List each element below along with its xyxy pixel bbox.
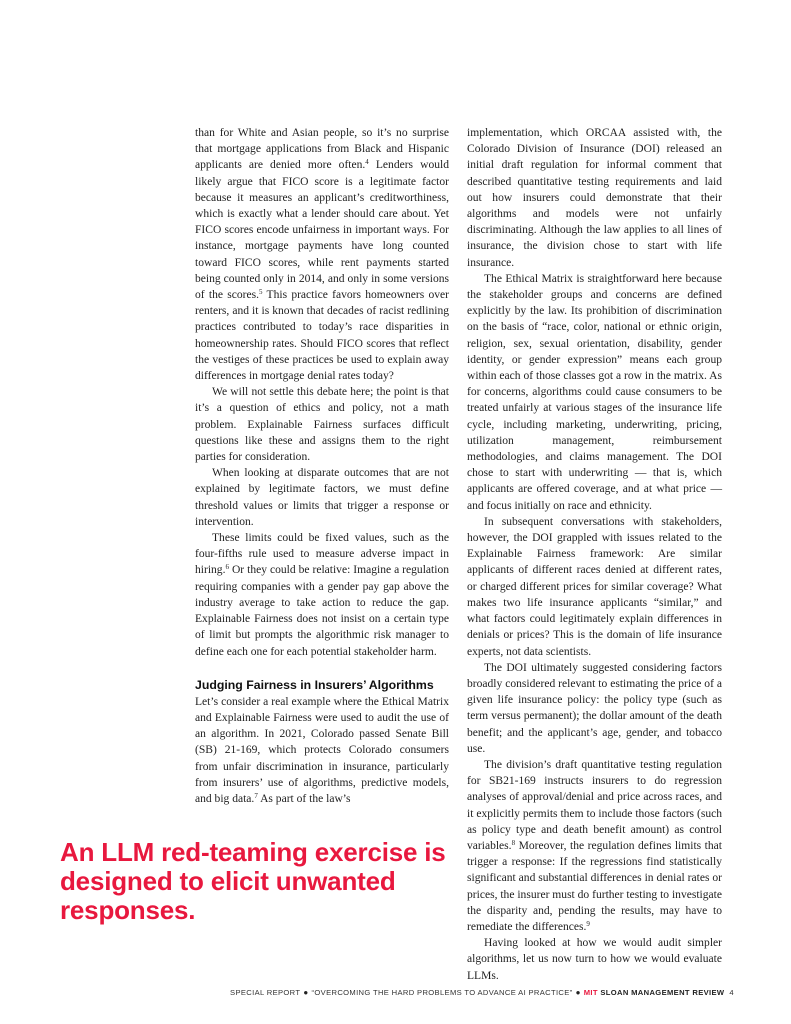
text-run: than for White and Asian people, so it’s no surprise that mortgage applications from Black and Hispanic applicants are denied more often.	[195, 127, 449, 172]
right-column	[467, 125, 722, 984]
footer-section: SPECIAL REPORT	[230, 988, 301, 997]
text-run: Or they could be relative: Imagine a regulation requiring companies with a gender pay gap above the industry average to take action to reduce the gap. Explainable Fairness does not insist on a certain type of limit but prompts the algorithmic risk manager to define each one for each potential stakeholder harm.	[195, 564, 449, 658]
bullet-separator: ●	[575, 988, 581, 997]
paragraph	[195, 530, 449, 660]
footer-journal: SLOAN MANAGEMENT REVIEW	[600, 988, 725, 997]
text-run: This practice favors homeowners over renters, and it is known that decades of racist redlining practices contributed to today’s race disparities in homeownership rates. Should FICO scores that reflect the vestiges of these practices be used to explain away differences in mortgage denial rates today?	[195, 289, 449, 383]
paragraph: The Ethical Matrix is straightforward here because the stakeholder groups and concerns are defined explicitly by the law. Its prohibition of discrimination on the basis of “race, color, national or ethnic origin, religion, sex, sexual orientation, disability, gender identity, or gender expression” means each group within each of those classes got a row in the matrix. As for concerns, algorithms could cause consumers to be treated unfairly at various stages of the insurance life cycle, including marketing, underwriting, pricing, utilization management, reimbursement methodologies, and claims management. The DOI chose to start with underwriting — that is, which applicants are offered coverage, and at what price — and focus initially on race and ethnicity.	[467, 272, 722, 512]
page-footer	[230, 988, 734, 997]
paragraph: When looking at disparate outcomes that are not explained by legitimate factors, we must define threshold values or limits that trigger a response or intervention.	[195, 467, 449, 528]
text-run: The division’s draft quantitative testing regulation for SB21-169 instructs insurers to do regression analyses of approval/denial and price across races, and it explicitly permits them to include those factors (such as policy type and death benefit amount) as control variables.	[467, 758, 722, 852]
paragraph: In subsequent conversations with stakeholders, however, the DOI grappled with issues related to the Explainable Fairness framework: Are similar applicants of different races denied at different rates, or charged different prices for similar coverage? What makes two life insurance applicants “similar,” and what factors could legitimately explain differences in denials or prices? This is the domain of life insurance experts, not data scientists.	[467, 515, 722, 658]
text-run: As part of the law’s	[257, 792, 351, 805]
pull-quote: An LLM red-teaming exercise is designed to elicit unwanted responses.	[60, 837, 446, 925]
page-number: 4	[729, 988, 734, 997]
paragraph: We will not settle this debate here; the point is that it’s a question of ethics and policy, not a math problem. Explainable Fairness surfaces difficult questions like these and assigns them to the right parties for consideration.	[195, 386, 449, 464]
footnote-ref[interactable]: 7	[254, 791, 258, 800]
text-run: Lenders would likely argue that FICO score is a legitimate factor because it measures an applicant’s creditworthiness, which is exactly what a lender should care about. Yet FICO scores encode unfairness in important ways. For instance, mortgage payments have long counted toward FICO scores, while rent payments started being counted only in 2014, and only in some versions of the scores.	[195, 159, 449, 302]
text-run: Moreover, the regulation defines limits that trigger a response: If the regressions find statistically significant and substantial differences in denial rates or prices, the insurer must do further testing to investigate the disparity and, pending the results, may have to remediate the differences.	[467, 839, 722, 933]
text-run: These limits could be fixed values, such as the four-fifths rule used to measure adverse impact in hiring.	[195, 532, 449, 577]
footnote-ref[interactable]: 9	[586, 919, 590, 928]
paragraph: implementation, which ORCAA assisted with, the Colorado Division of Insurance (DOI) released an initial draft regulation for informal comment that described quantitative testing requirements and laid out how insurers could demonstrate that their algorithms and models were not unfairly discriminating. Although the law applies to all lines of insurance, the division chose to start with life insurance.	[467, 127, 722, 269]
footer-brand: MIT	[583, 988, 598, 997]
section-heading: Judging Fairness in Insurers’ Algorithms	[195, 677, 434, 692]
paragraph	[195, 694, 449, 807]
paragraph: The DOI ultimately suggested considering factors broadly considered relevant to estimating the price of a given life insurance policy: the policy type (such as term versus permanent); the dollar amount of the death benefit; and the applicant’s age, gender, and tobacco use.	[467, 661, 722, 755]
paragraph: Having looked at how we would audit simpler algorithms, let us now turn to how we would evaluate LLMs.	[467, 937, 722, 982]
paragraph	[195, 125, 449, 384]
footer-series: “OVERCOMING THE HARD PROBLEMS TO ADVANCE AI PRACTICE”	[311, 988, 573, 997]
footnote-ref[interactable]: 8	[511, 838, 516, 847]
footnote-ref[interactable]: 6	[225, 563, 229, 572]
left-column	[195, 125, 449, 807]
bullet-separator: ●	[303, 988, 309, 997]
text-run: Let’s consider a real example where the Ethical Matrix and Explainable Fairness were used to audit the use of an algorithm. In 2021, Colorado passed Senate Bill (SB) 21-169, which protects Colorado consumers from unfair discrimination in insurance, particularly from insurers’ use of algorithms, predictive models, and big data.	[195, 695, 449, 805]
paragraph	[467, 757, 722, 935]
footnote-ref[interactable]: 4	[365, 158, 369, 167]
footnote-ref[interactable]: 5	[258, 288, 263, 297]
